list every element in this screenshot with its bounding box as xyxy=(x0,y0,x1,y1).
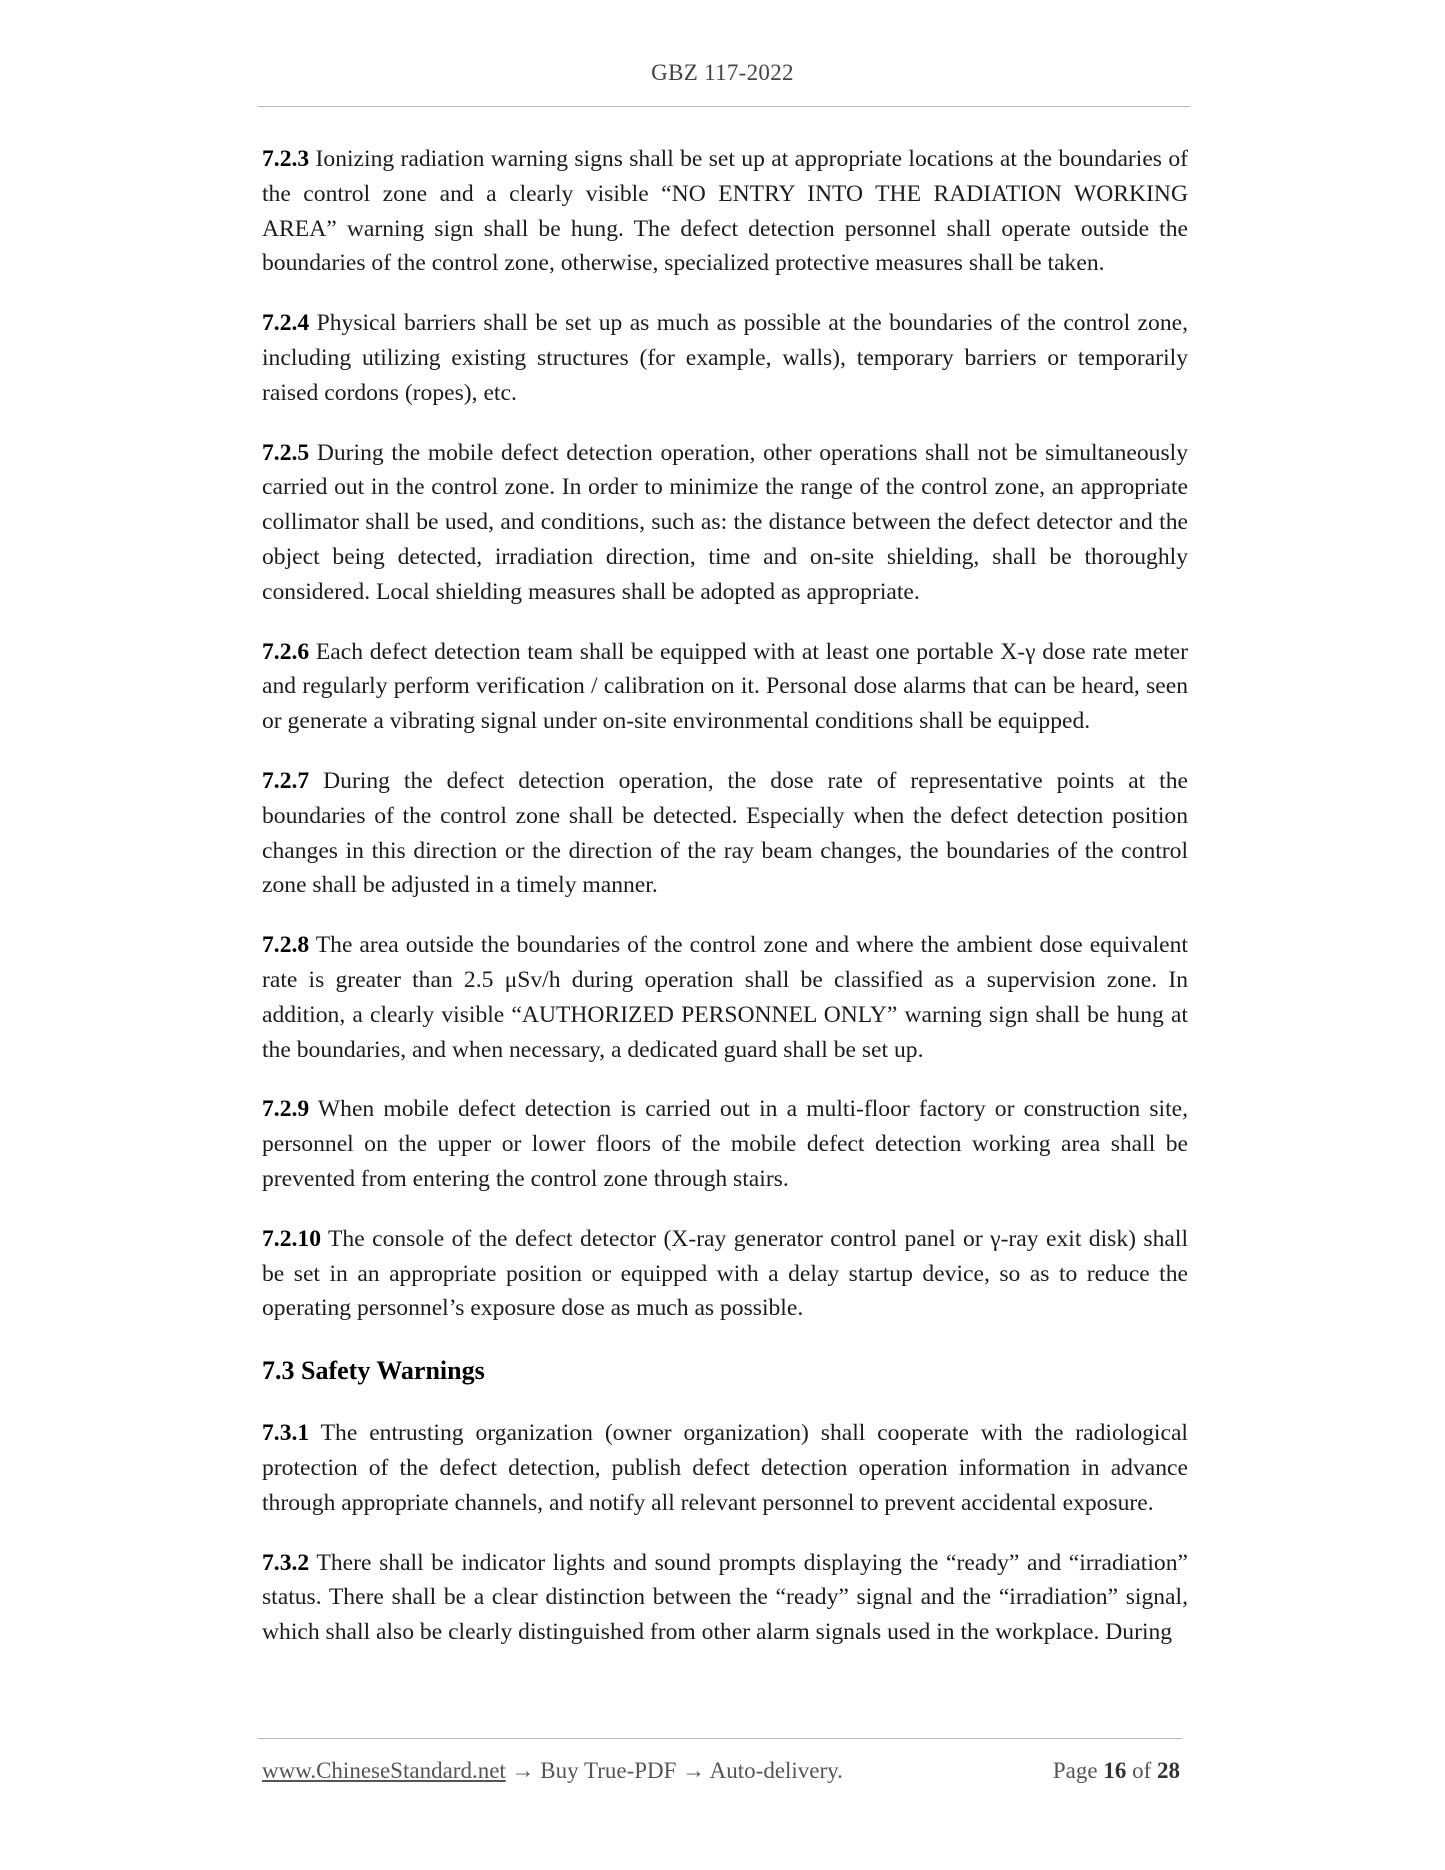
clause-text: Each defect detection team shall be equipped with at least one portable X-γ dose rate meter and regularly perform verification / calibration on it. Personal dose alarms that can be heard, seen or generate a vibrating signal under on-site environmental conditions shall be equipped. xyxy=(262,638,1188,735)
clause-number: 7.3.2 xyxy=(262,1549,310,1576)
page-current: 16 xyxy=(1103,1758,1127,1783)
clause-number: 7.2.8 xyxy=(262,932,310,959)
document-body xyxy=(262,142,1188,1675)
clause-number: 7.2.5 xyxy=(262,439,310,466)
clause-number: 7.2.6 xyxy=(262,638,310,665)
clause-7-2-10 xyxy=(262,1222,1188,1326)
footer-promo xyxy=(262,1758,843,1784)
clause-text: The area outside the boundaries of the control zone and where the ambient dose equivalent rate is greater than 2.5 μSv/h during operation shall be classified as a supervision zone. In addition, a clearly visible “AUTHORIZED PERSONNEL ONLY” warning sign shall be hung at the boundaries, and when necessary, a dedicated guard shall be set up. xyxy=(262,932,1188,1063)
header-divider xyxy=(258,106,1190,107)
clause-text: Physical barriers shall be set up as much as possible at the boundaries of the control zone, including utilizing existing structures (for example, walls), temporary barriers or temporarily raised cordons (ropes), etc. xyxy=(262,310,1188,406)
footer-promo-text: → Buy True-PDF → Auto-delivery. xyxy=(505,1758,843,1783)
clause-number: 7.2.7 xyxy=(262,767,310,794)
page-total: 28 xyxy=(1157,1758,1180,1783)
clause-7-2-3 xyxy=(262,142,1188,281)
clause-number: 7.3.1 xyxy=(262,1420,310,1447)
website-link[interactable]: www.ChineseStandard.net xyxy=(262,1758,506,1783)
clause-7-3-1 xyxy=(262,1416,1188,1520)
clause-text: The entrusting organization (owner organization) shall cooperate with the radiological protection of the defect detection, publish defect detection operation information in advance through appropriate channels, and notify all relevant personnel to prevent accidental exposure. xyxy=(262,1420,1188,1516)
clause-7-2-8 xyxy=(262,928,1188,1067)
clause-7-2-9 xyxy=(262,1092,1188,1196)
clause-text: During the mobile defect detection operation, other operations shall not be simultaneously carried out in the control zone. In order to minimize the range of the control zone, an appropriate collimator shall be used, and conditions, such as: the distance between the defect detector and the object being detected, irradiation direction, time and on-site shielding, shall be thoroughly considered. Local shielding measures shall be adopted as appropriate. xyxy=(262,439,1188,605)
page-of-label: of xyxy=(1132,1758,1152,1783)
clause-number: 7.2.3 xyxy=(262,146,310,172)
clause-text: When mobile defect detection is carried out in a multi-floor factory or construction site, personnel on the upper or lower floors of the mobile defect detection working area shall be prevented from entering the control zone through stairs. xyxy=(262,1096,1188,1192)
page-indicator xyxy=(1053,1758,1180,1784)
clause-text: There shall be indicator lights and sound prompts displaying the “ready” and “irradiation” status. There shall be a clear distinction between the “ready” signal and the “irradiation” signal, which shall also be clearly distinguished from other alarm signals used in the workplace. During xyxy=(262,1549,1188,1646)
footer-divider xyxy=(258,1738,1182,1739)
document-code-header: GBZ 117-2022 xyxy=(651,60,794,85)
clause-7-2-6 xyxy=(262,635,1188,739)
clause-7-3-2 xyxy=(262,1546,1188,1650)
clause-number: 7.2.4 xyxy=(262,310,310,337)
clause-text: The console of the defect detector (X-ray generator control panel or γ-ray exit disk) shall be set in an appropriate position or equipped with a delay startup device, so as to reduce the operating personnel’s exposure dose as much as possible. xyxy=(262,1225,1188,1322)
page-label: Page xyxy=(1052,1758,1098,1783)
clause-number: 7.2.10 xyxy=(262,1225,321,1252)
clause-7-2-4 xyxy=(262,306,1188,410)
clause-7-2-7 xyxy=(262,764,1188,903)
section-heading-safety-warnings: 7.3 Safety Warnings xyxy=(262,1356,485,1386)
clause-text: Ionizing radiation warning signs shall be set up at appropriate locations at the boundaries of the control zone and a clearly visible “NO ENTRY INTO THE RADIATION WORKING AREA” warning sign shall be hung. The defect detection personnel shall operate outside the boundaries of the control zone, otherwise, specialized protective measures shall be taken. xyxy=(262,146,1188,277)
clause-text: During the defect detection operation, the dose rate of representative points at the boundaries of the control zone shall be detected. Especially when the defect detection position changes in this direction or the direction of the ray beam changes, the boundaries of the control zone shall be adjusted in a timely manner. xyxy=(262,767,1188,899)
clause-7-2-5 xyxy=(262,436,1188,610)
clause-number: 7.2.9 xyxy=(262,1096,310,1123)
